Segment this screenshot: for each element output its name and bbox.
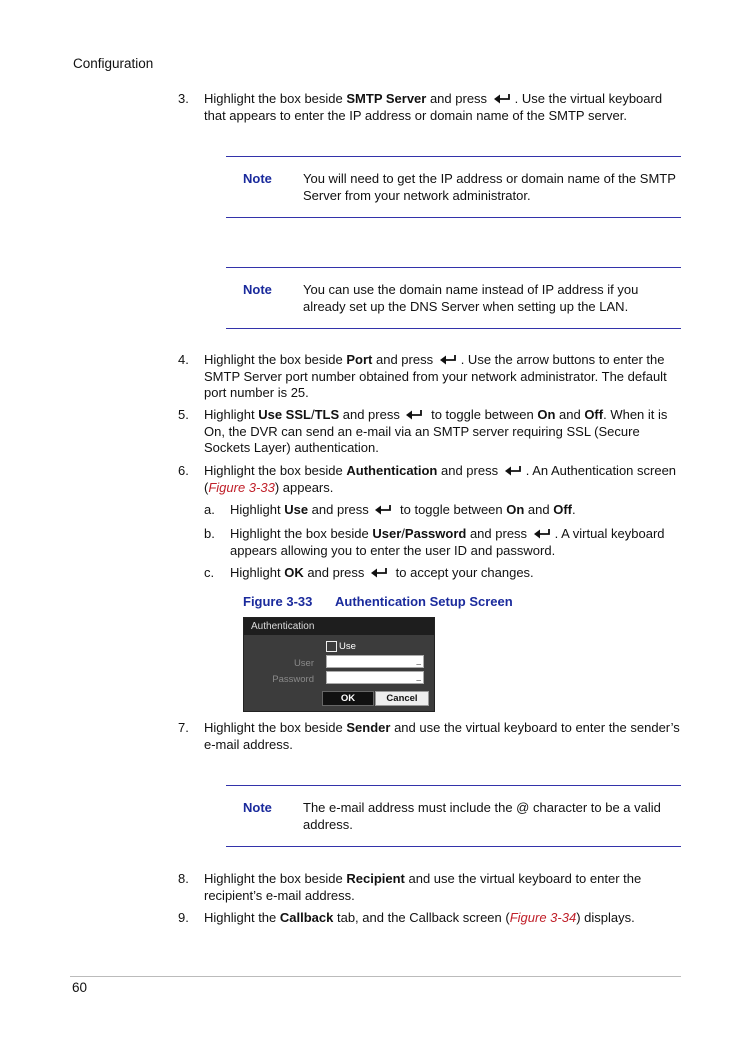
note-text: You can use the domain name instead of IP address if you already set up the DNS Server when setting up the LAN.: [303, 282, 639, 314]
figure-number: Figure 3-33: [243, 594, 313, 609]
authentication-dialog: [243, 617, 435, 712]
substep-text: Highlight Use and press to toggle between On and Off.: [230, 502, 576, 517]
substep-letter: b.: [204, 526, 215, 541]
note-text: You will need to get the IP address or domain name of the SMTP Server from your network administrator.: [303, 171, 676, 203]
step-number: 7.: [178, 720, 189, 735]
enter-key-icon: [375, 504, 393, 515]
substep-text: Highlight OK and press to accept your changes.: [230, 565, 534, 580]
substep-letter: a.: [204, 502, 215, 517]
field-cursor: _: [416, 655, 421, 665]
step-text: Highlight the box beside Port and press . Use the arrow buttons to enter the SMTP Server port number obtained from your network administrator. The default port number is 25.: [204, 352, 667, 400]
enter-key-icon: [371, 567, 389, 578]
enter-key-icon: [440, 354, 458, 365]
cancel-button[interactable]: Cancel: [375, 691, 429, 706]
figure-link[interactable]: Figure 3-34: [509, 910, 577, 925]
step-number: 9.: [178, 910, 189, 925]
note-label: Note: [243, 800, 272, 815]
step-number: 4.: [178, 352, 189, 367]
figure-link[interactable]: Figure 3-33: [208, 479, 275, 495]
step-text: Highlight the box beside Recipient and use the virtual keyboard to enter the recipient’s e-mail address.: [204, 871, 642, 903]
field-cursor: _: [416, 671, 421, 681]
note-box: [226, 156, 681, 218]
use-checkbox[interactable]: [326, 641, 337, 652]
user-field[interactable]: [326, 655, 424, 668]
substep-letter: c.: [204, 565, 215, 580]
ok-button[interactable]: OK: [322, 691, 374, 706]
step-text: Highlight the box beside Sender and use the virtual keyboard to enter the sender’s e-mail address.: [204, 720, 680, 752]
step-number: 5.: [178, 407, 189, 422]
enter-key-icon: [494, 93, 512, 104]
user-label: User: [293, 658, 314, 669]
dialog-title: Authentication: [244, 618, 434, 635]
note-label: Note: [243, 282, 272, 297]
use-checkbox-label: Use: [339, 641, 356, 652]
note-text: The e-mail address must include the @ character to be a valid address.: [303, 800, 661, 832]
enter-key-icon: [505, 465, 523, 476]
step-text: Highlight the Callback tab, and the Callback screen (Figure 3-34) displays.: [204, 910, 635, 925]
page-header: Configuration: [73, 56, 154, 71]
step-text: Highlight the box beside SMTP Server and press . Use the virtual keyboard that appears to enter the IP address or domain name of the SMTP server.: [204, 91, 663, 123]
password-label: Password: [272, 674, 314, 685]
step-number: 6.: [178, 463, 189, 478]
note-box: [226, 267, 681, 329]
step-text: Highlight the box beside Authentication and press . An Authentication screen (Figure 3-33) appears.: [204, 463, 677, 495]
note-box: [226, 785, 681, 847]
enter-key-icon: [406, 409, 424, 420]
figure-caption: [243, 594, 513, 611]
note-label: Note: [243, 171, 272, 186]
step-number: 8.: [178, 871, 189, 886]
enter-key-icon: [534, 528, 552, 539]
step-text: Highlight Use SSL/TLS and press to toggle between On and Off. When it is On, the DVR can send an e-mail via an SMTP server requiring SSL (Secure Sockets Layer) authentication.: [204, 407, 668, 455]
footer-rule: [70, 976, 681, 977]
figure-title: Authentication Setup Screen: [335, 594, 513, 609]
page-number: 60: [72, 980, 88, 995]
password-field[interactable]: [326, 671, 424, 684]
step-number: 3.: [178, 91, 189, 106]
substep-text: Highlight the box beside User/Password and press . A virtual keyboard appears allowing you to enter the user ID and password.: [230, 526, 665, 558]
